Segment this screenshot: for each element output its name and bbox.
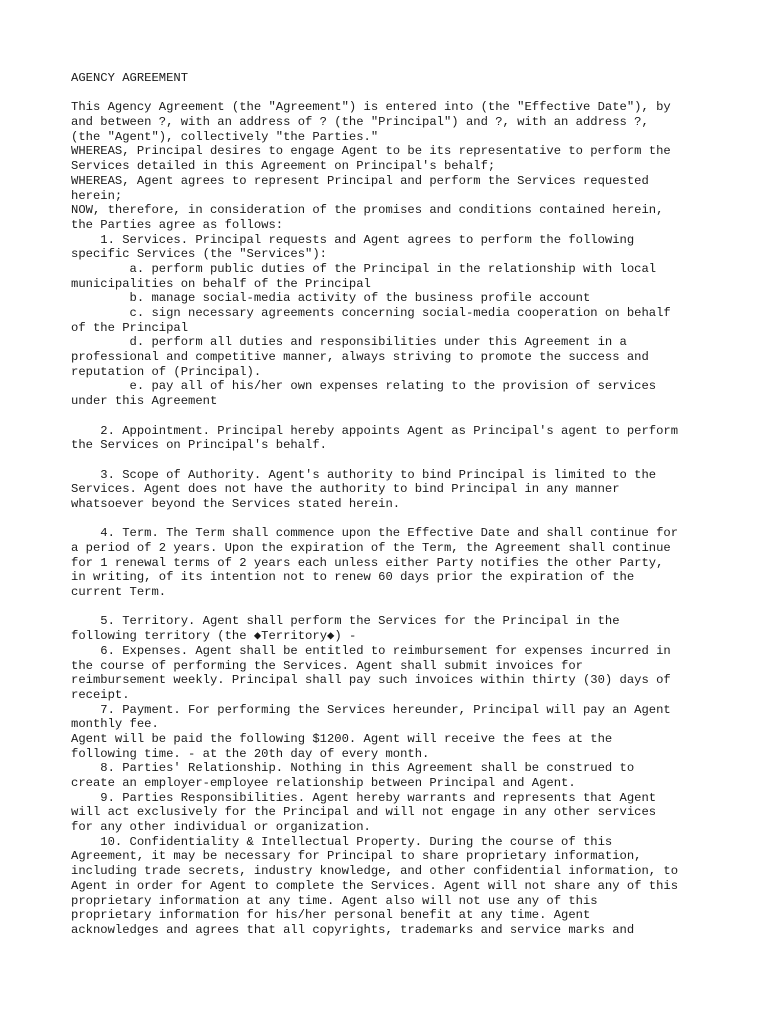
text-line: for 1 renewal terms of 2 years each unless either Party notifies the other Party, xyxy=(71,555,664,570)
text-line: 9. Parties Responsibilities. Agent hereby warrants and represents that Agent xyxy=(71,790,657,805)
spacer xyxy=(71,512,711,527)
text-line: b. manage social-media activity of the business profile account xyxy=(71,291,591,306)
text-line: Services. Agent does not have the authority to bind Principal in any manner xyxy=(71,482,620,497)
text-line: proprietary information at any time. Agent also will not use any of this xyxy=(71,893,598,908)
text-line: create an employer-employee relationship between Principal and Agent. xyxy=(71,776,576,790)
text-line: WHEREAS, Principal desires to engage Agent to be its representative to perform the xyxy=(71,144,671,159)
text-line: whatsoever beyond the Services stated herein. xyxy=(71,496,401,511)
text-line: 2. Appointment. Principal hereby appoints Agent as Principal's agent to perform xyxy=(71,423,679,438)
text-line: current Term. xyxy=(71,585,167,600)
text-line: Agent in order for Agent to complete the Services. Agent will not share any of this xyxy=(71,878,679,893)
document-body xyxy=(71,100,711,937)
text-line: Agent will be paid the following $1200. Agent will receive the fees at the xyxy=(71,731,613,746)
text-line: the course of performing the Services. Agent shall submit invoices for xyxy=(71,658,583,673)
text-line: herein; xyxy=(71,188,123,203)
text-line: 3. Scope of Authority. Agent's authority to bind Principal is limited to the xyxy=(71,467,657,482)
text-line: monthly fee. xyxy=(71,717,159,732)
spacer xyxy=(71,453,711,468)
text-line: (the "Agent"), collectively "the Parties." xyxy=(71,129,379,144)
text-line: in writing, of its intention not to renew 60 days prior the expiration of the xyxy=(71,570,635,585)
text-line: WHEREAS, Agent agrees to represent Principal and perform the Services requested xyxy=(71,173,649,188)
text-line: 4. Term. The Term shall commence upon the Effective Date and shall continue for xyxy=(71,526,679,541)
text-line: 7. Payment. For performing the Services hereunder, Principal will pay an Agent xyxy=(71,702,671,717)
document-page xyxy=(71,71,711,938)
text-line: c. sign necessary agreements concerning social-media cooperation on behalf xyxy=(71,306,671,320)
text-line: and between ?, with an address of ? (the "Principal") and ?, with an address ?, xyxy=(71,115,649,130)
text-line: Services detailed in this Agreement on Principal's behalf; xyxy=(71,159,496,174)
text-line: reimbursement weekly. Principal shall pay such invoices within thirty (30) days of xyxy=(71,673,671,688)
text-line: 8. Parties' Relationship. Nothing in this Agreement shall be construed to xyxy=(71,761,635,776)
text-line: Agreement, it may be necessary for Principal to share proprietary information, xyxy=(71,849,642,864)
text-line: This Agency Agreement (the "Agreement") is entered into (the "Effective Date"), by xyxy=(71,100,671,115)
text-line: 5. Territory. Agent shall perform the Services for the Principal in the xyxy=(71,614,620,629)
text-line: a. perform public duties of the Principal in the relationship with local xyxy=(71,261,657,276)
text-line: receipt. xyxy=(71,687,130,702)
text-line: acknowledges and agrees that all copyrights, trademarks and service marks and xyxy=(71,922,635,937)
text-line: following time. - at the 20th day of every month. xyxy=(71,746,430,761)
text-line: e. pay all of his/her own expenses relating to the provision of services xyxy=(71,379,657,394)
text-line: will act exclusively for the Principal and will not engage in any other services xyxy=(71,805,657,820)
text-line: the Parties agree as follows: xyxy=(71,217,284,232)
text-line: proprietary information for his/her personal benefit at any time. Agent xyxy=(71,908,591,923)
text-line: NOW, therefore, in consideration of the promises and conditions contained herein, xyxy=(71,203,664,218)
spacer xyxy=(71,409,711,424)
spacer xyxy=(71,600,711,615)
text-line: under this Agreement xyxy=(71,394,218,409)
text-line: 10. Confidentiality & Intellectual Property. During the course of this xyxy=(71,834,613,849)
text-line: 1. Services. Principal requests and Agent agrees to perform the following xyxy=(71,232,635,247)
text-line: of the Principal xyxy=(71,320,189,335)
text-line: the Services on Principal's behalf. xyxy=(71,438,327,453)
spacer xyxy=(71,86,711,101)
text-line: professional and competitive manner, always striving to promote the success and xyxy=(71,350,649,365)
document-title: AGENCY AGREEMENT xyxy=(71,71,189,85)
text-line: municipalities on behalf of the Principal xyxy=(71,276,371,291)
text-line: reputation of (Principal). xyxy=(71,364,262,379)
text-line: specific Services (the "Services"): xyxy=(71,247,327,262)
text-line: for any other individual or organization. xyxy=(71,820,371,835)
text-line: following territory (the ◆Territory◆) - xyxy=(71,629,357,644)
text-line: a period of 2 years. Upon the expiration of the Term, the Agreement shall continue xyxy=(71,541,671,555)
text-line: d. perform all duties and responsibilities under this Agreement in a xyxy=(71,335,627,350)
text-line: including trade secrets, industry knowledge, and other confidential information, to xyxy=(71,864,679,879)
text-line: 6. Expenses. Agent shall be entitled to reimbursement for expenses incurred in xyxy=(71,643,671,658)
